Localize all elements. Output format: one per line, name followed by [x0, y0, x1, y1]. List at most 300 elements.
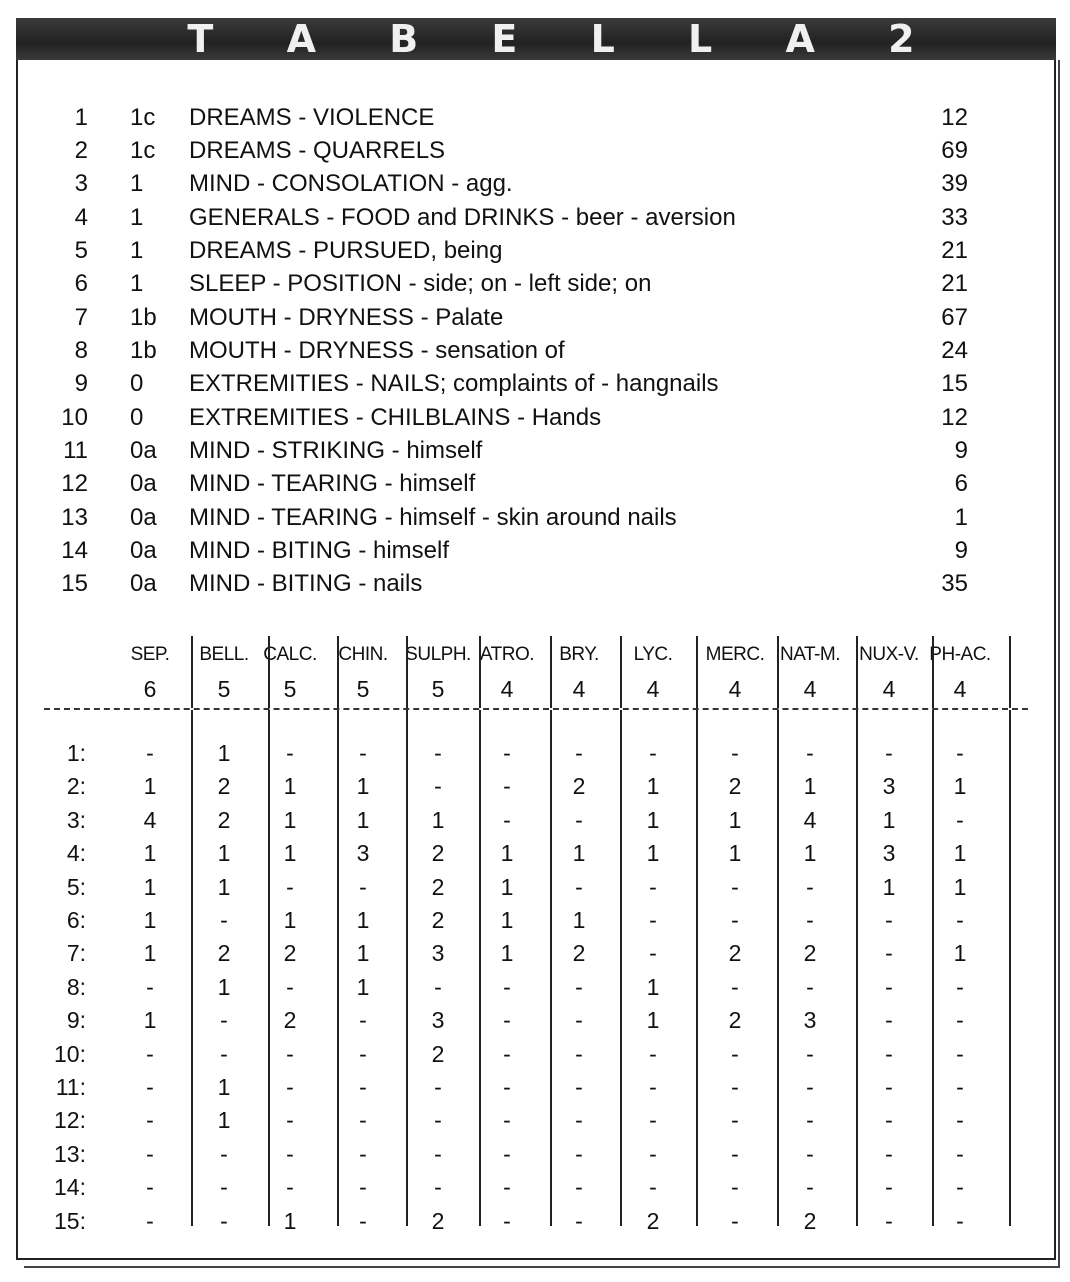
table-cell: -	[649, 740, 657, 766]
table-cell: 1	[646, 1007, 660, 1034]
table-cell: -	[956, 806, 964, 833]
table-cell: -	[731, 1207, 739, 1234]
table-cell: -	[575, 1007, 583, 1034]
remedy-name: CALC.	[263, 644, 317, 665]
table-row	[0, 1174, 1070, 1207]
table-cell: 2	[728, 940, 742, 967]
table-cell: 1	[646, 773, 660, 800]
rubric-number: 10	[61, 404, 88, 431]
table-cell: -	[286, 973, 294, 1000]
table-cell: 1	[953, 873, 967, 900]
table-cell: -	[806, 973, 814, 1000]
rubric-grade: 1	[130, 237, 144, 264]
rubric-count: 21	[941, 237, 968, 264]
rubric-number: 1	[74, 104, 88, 131]
rubric-count: 21	[941, 270, 968, 297]
rubric-grade: 1b	[130, 337, 157, 364]
table-cell: -	[731, 1040, 739, 1067]
table-cell: -	[286, 1107, 294, 1134]
table-cell: -	[503, 1040, 511, 1067]
rubric-grade: 0a	[130, 470, 157, 497]
table-cell: 1	[283, 1207, 297, 1234]
table-cell: 1	[143, 873, 157, 900]
table-row	[0, 1007, 1070, 1040]
rubric-row	[0, 537, 1070, 570]
table-cell: 1	[803, 840, 817, 867]
table-cell: 1	[356, 806, 370, 833]
row-label: 7:	[66, 940, 86, 967]
rubric-grade: 1	[130, 270, 144, 297]
remedy-total: 5	[217, 676, 231, 702]
remedy-total: 4	[882, 676, 896, 702]
column-separator	[406, 636, 408, 708]
table-cell: 1	[953, 940, 967, 967]
table-cell: -	[731, 907, 739, 933]
table-cell: -	[575, 1140, 583, 1167]
table-cell: -	[220, 907, 228, 933]
table-cell: -	[731, 873, 739, 900]
table-cell: -	[575, 1040, 583, 1067]
table-cell: 1	[217, 1107, 231, 1134]
row-label: 5:	[66, 873, 86, 900]
table-cell: -	[956, 1140, 964, 1167]
table-cell: 2	[217, 773, 231, 800]
table-cell: -	[146, 1107, 154, 1134]
rubric-number: 8	[74, 337, 88, 364]
table-cell: -	[146, 740, 154, 766]
rubric-row	[0, 137, 1070, 170]
remedy-total: 6	[143, 676, 157, 702]
table-cell: -	[575, 1107, 583, 1134]
table-row	[0, 807, 1070, 840]
column-separator	[932, 636, 934, 708]
table-cell: -	[806, 740, 814, 766]
table-cell: 1	[356, 907, 370, 933]
table-cell: -	[731, 1140, 739, 1167]
table-cell: 1	[953, 840, 967, 867]
table-cell: -	[806, 1174, 814, 1201]
table-cell: -	[359, 1040, 367, 1067]
table-cell: -	[503, 740, 511, 766]
table-cell: -	[956, 1007, 964, 1034]
table-cell: 1	[143, 1007, 157, 1034]
rubric-row	[0, 437, 1070, 470]
table-cell: -	[956, 740, 964, 766]
rubric-row	[0, 504, 1070, 537]
table-cell: -	[575, 1074, 583, 1100]
table-cell: 3	[356, 840, 370, 867]
table-row	[0, 840, 1070, 873]
table-cell: -	[220, 1040, 228, 1067]
rubric-grade: 0a	[130, 504, 157, 531]
rubric-row	[0, 570, 1070, 603]
table-cell: -	[731, 1174, 739, 1201]
table-cell: -	[220, 1140, 228, 1167]
table-cell: 1	[646, 973, 660, 1000]
rubric-count: 35	[941, 570, 968, 597]
table-cell: 1	[500, 840, 514, 867]
rubric-number: 12	[61, 470, 88, 497]
table-cell: 3	[431, 940, 445, 967]
rubric-text: MIND - TEARING - himself	[189, 470, 476, 497]
row-label: 2:	[66, 773, 86, 800]
table-cell: -	[731, 740, 739, 766]
rubric-row	[0, 170, 1070, 203]
rubric-text: EXTREMITIES - NAILS; complaints of - hangnails	[189, 370, 719, 397]
rubric-row	[0, 304, 1070, 337]
table-cell: -	[649, 940, 657, 967]
table-cell: -	[885, 907, 893, 933]
table-cell: -	[806, 1140, 814, 1167]
table-cell: -	[575, 806, 583, 833]
table-cell: -	[806, 1074, 814, 1100]
column-separator	[550, 636, 552, 708]
table-cell: 2	[803, 940, 817, 967]
remedy-name: MERC.	[705, 644, 765, 665]
table-cell: -	[503, 1107, 511, 1134]
table-cell: -	[434, 1107, 442, 1134]
table-cell: -	[286, 873, 294, 900]
rubric-count: 39	[941, 170, 968, 197]
table-cell: -	[649, 1074, 657, 1100]
table-cell: -	[956, 907, 964, 933]
rubric-grade: 1	[130, 170, 144, 197]
table-cell: -	[885, 1040, 893, 1067]
table-cell: 2	[431, 1207, 445, 1234]
table-cell: 1	[728, 806, 742, 833]
table-cell: 2	[217, 806, 231, 833]
row-label: 10:	[54, 1040, 86, 1067]
rubric-text: DREAMS - QUARRELS	[189, 137, 446, 164]
table-cell: 2	[646, 1207, 660, 1234]
table-cell: 2	[431, 1040, 445, 1067]
table-cell: 2	[728, 773, 742, 800]
rubric-text: DREAMS - PURSUED, being	[189, 237, 503, 264]
rubric-count: 9	[954, 537, 968, 564]
rubric-text: GENERALS - FOOD and DRINKS - beer - aversion	[189, 204, 736, 231]
rubric-count: 69	[941, 137, 968, 164]
table-cell: -	[956, 973, 964, 1000]
table-cell: 3	[803, 1007, 817, 1034]
table-cell: -	[649, 1107, 657, 1134]
row-label: 14:	[54, 1174, 86, 1201]
rubric-text: SLEEP - POSITION - side; on - left side; on	[189, 270, 652, 297]
table-cell: 1	[356, 940, 370, 967]
rubric-number: 9	[74, 370, 88, 397]
table-cell: -	[146, 1074, 154, 1100]
table-cell: -	[434, 973, 442, 1000]
table-cell: -	[575, 1207, 583, 1234]
table-cell: -	[359, 1107, 367, 1134]
rubric-text: MOUTH - DRYNESS - sensation of	[189, 337, 565, 364]
table-cell: -	[220, 1207, 228, 1234]
column-separator	[856, 636, 858, 708]
table-row	[0, 940, 1070, 973]
rubric-count: 1	[954, 504, 968, 531]
table-row	[0, 773, 1070, 806]
rubric-grade: 1	[130, 204, 144, 231]
rubric-text: MIND - CONSOLATION - agg.	[189, 170, 513, 197]
rubric-number: 5	[74, 237, 88, 264]
table-cell: 1	[283, 806, 297, 833]
table-cell: -	[731, 1107, 739, 1134]
table-cell: 2	[728, 1007, 742, 1034]
table-cell: 1	[882, 873, 896, 900]
rubric-grade: 0	[130, 404, 144, 431]
column-separator	[191, 636, 193, 708]
table-cell: 2	[572, 773, 586, 800]
rubric-row	[0, 237, 1070, 270]
remedy-total: 4	[646, 676, 660, 702]
table-cell: -	[731, 973, 739, 1000]
table-cell: 1	[217, 740, 231, 766]
table-cell: 1	[646, 806, 660, 833]
table-cell: -	[806, 873, 814, 900]
table-cell: 1	[356, 773, 370, 800]
rubric-text: MOUTH - DRYNESS - Palate	[189, 304, 504, 331]
rubric-grade: 1b	[130, 304, 157, 331]
column-separator	[777, 636, 779, 708]
table-cell: 1	[431, 806, 445, 833]
table-cell: -	[286, 1174, 294, 1201]
table-cell: 1	[728, 840, 742, 867]
table-row	[0, 1041, 1070, 1074]
rubric-number: 4	[74, 204, 88, 231]
table-row	[0, 907, 1070, 940]
rubric-number: 11	[63, 437, 88, 464]
table-row	[0, 1208, 1070, 1241]
table-cell: -	[956, 1074, 964, 1100]
table-cell: -	[885, 1074, 893, 1100]
table-cell: -	[806, 1107, 814, 1134]
row-label: 12:	[54, 1107, 86, 1134]
table-cell: 1	[143, 907, 157, 933]
remedy-total: 4	[500, 676, 514, 702]
remedy-name: SULPH.	[405, 644, 471, 665]
table-cell: 1	[572, 907, 586, 933]
remedy-total: 4	[803, 676, 817, 702]
title-bar	[16, 18, 1056, 60]
table-cell: -	[220, 1174, 228, 1201]
column-separator	[479, 636, 481, 708]
table-cell: -	[806, 1040, 814, 1067]
table-cell: 1	[283, 773, 297, 800]
table-cell: -	[359, 1174, 367, 1201]
table-cell: -	[575, 1174, 583, 1201]
table-cell: 1	[572, 840, 586, 867]
rubric-row	[0, 104, 1070, 137]
table-cell: -	[359, 1074, 367, 1100]
rubric-row	[0, 204, 1070, 237]
table-cell: -	[575, 740, 583, 766]
table-cell: -	[359, 1207, 367, 1234]
rubric-grade: 0a	[130, 537, 157, 564]
table-row	[0, 974, 1070, 1007]
table-cell: 2	[431, 840, 445, 867]
table-cell: -	[359, 1140, 367, 1167]
row-label: 1:	[66, 740, 86, 766]
table-cell: 1	[882, 806, 896, 833]
table-cell: -	[146, 1207, 154, 1234]
table-cell: -	[649, 873, 657, 900]
rubric-number: 3	[74, 170, 88, 197]
table-cell: -	[146, 1174, 154, 1201]
table-cell: 1	[217, 840, 231, 867]
remedy-total: 4	[953, 676, 967, 702]
table-cell: -	[434, 1140, 442, 1167]
rubric-row	[0, 404, 1070, 437]
table-cell: -	[956, 1040, 964, 1067]
rubric-count: 67	[941, 304, 968, 331]
rubric-count: 12	[941, 404, 968, 431]
column-separator	[337, 636, 339, 708]
remedy-name: SEP.	[130, 644, 170, 665]
rubric-text: MIND - BITING - nails	[189, 570, 423, 597]
column-separator	[620, 636, 622, 708]
remedy-header	[0, 640, 1070, 710]
table-cell: 1	[217, 873, 231, 900]
table-cell: -	[956, 1207, 964, 1234]
table-cell: 1	[646, 840, 660, 867]
rubric-number: 7	[74, 304, 88, 331]
remedy-name: CHIN.	[338, 644, 388, 665]
row-label: 6:	[66, 907, 86, 933]
table-row	[0, 740, 1070, 773]
rubric-number: 6	[74, 270, 88, 297]
column-separator	[696, 636, 698, 708]
table-cell: 2	[572, 940, 586, 967]
rubric-count: 24	[941, 337, 968, 364]
table-cell: 2	[803, 1207, 817, 1234]
table-cell: 4	[143, 806, 157, 833]
table-cell: -	[885, 1140, 893, 1167]
table-cell: -	[434, 740, 442, 766]
table-cell: -	[885, 1174, 893, 1201]
rubric-row	[0, 270, 1070, 303]
row-label: 15:	[54, 1207, 86, 1234]
table-cell: -	[503, 1174, 511, 1201]
table-cell: -	[359, 873, 367, 900]
remedy-name: LYC.	[633, 644, 673, 665]
table-cell: -	[649, 1040, 657, 1067]
table-cell: -	[885, 1107, 893, 1134]
table-cell: 1	[283, 840, 297, 867]
rubric-text: MIND - STRIKING - himself	[189, 437, 483, 464]
table-cell: -	[885, 1207, 893, 1234]
table-cell: 1	[803, 773, 817, 800]
rubric-grade: 0a	[130, 570, 157, 597]
table-row	[0, 1141, 1070, 1174]
table-cell: -	[885, 940, 893, 967]
row-label: 4:	[66, 840, 86, 867]
rubric-count: 6	[954, 470, 968, 497]
row-label: 13:	[54, 1140, 86, 1167]
remedy-name: ATRO.	[479, 644, 535, 665]
remedy-name: BELL.	[199, 644, 249, 665]
rubric-text: DREAMS - VIOLENCE	[189, 104, 435, 131]
table-cell: -	[359, 740, 367, 766]
rubric-count: 15	[941, 370, 968, 397]
table-cell: -	[286, 1040, 294, 1067]
table-cell: 2	[431, 907, 445, 933]
table-cell: 1	[500, 907, 514, 933]
table-cell: -	[885, 1007, 893, 1034]
table-cell: 1	[143, 773, 157, 800]
row-label: 8:	[66, 973, 86, 1000]
table-cell: -	[575, 873, 583, 900]
table-cell: -	[434, 773, 442, 800]
row-label: 3:	[66, 806, 86, 833]
remedy-name: NAT-M.	[780, 644, 840, 665]
table-cell: -	[286, 1140, 294, 1167]
row-label: 11:	[55, 1074, 86, 1100]
table-cell: -	[649, 907, 657, 933]
table-cell: -	[575, 973, 583, 1000]
table-cell: -	[503, 806, 511, 833]
rubric-number: 2	[74, 137, 88, 164]
table-cell: 1	[143, 940, 157, 967]
remedy-total: 5	[356, 676, 370, 702]
rubric-grade: 1c	[130, 104, 156, 131]
table-cell: -	[649, 1174, 657, 1201]
rubric-count: 33	[941, 204, 968, 231]
rubric-grade: 1c	[130, 137, 156, 164]
table-cell: 3	[431, 1007, 445, 1034]
rubric-row	[0, 470, 1070, 503]
rubric-number: 15	[61, 570, 88, 597]
page-title: T A B E L L A 2	[187, 17, 945, 61]
table-cell: 1	[217, 1074, 231, 1100]
table-cell: 1	[500, 940, 514, 967]
table-row	[0, 1074, 1070, 1107]
table-cell: -	[956, 1107, 964, 1134]
table-cell: 2	[283, 1007, 297, 1034]
table-cell: 1	[217, 973, 231, 1000]
rubric-number: 13	[61, 504, 88, 531]
table-cell: -	[503, 973, 511, 1000]
table-cell: -	[286, 740, 294, 766]
rubric-number: 14	[61, 537, 88, 564]
rubric-row	[0, 370, 1070, 403]
remedy-total: 4	[572, 676, 586, 702]
table-cell: -	[956, 1174, 964, 1201]
table-cell: -	[146, 1040, 154, 1067]
table-row	[0, 1107, 1070, 1140]
table-row	[0, 874, 1070, 907]
rubric-grade: 0	[130, 370, 144, 397]
table-cell: -	[503, 1207, 511, 1234]
table-cell: 2	[283, 940, 297, 967]
table-cell: 2	[431, 873, 445, 900]
table-cell: 1	[500, 873, 514, 900]
table-cell: -	[220, 1007, 228, 1034]
rubric-count: 9	[954, 437, 968, 464]
table-cell: -	[806, 907, 814, 933]
table-cell: 4	[803, 806, 817, 833]
rubric-text: MIND - BITING - himself	[189, 537, 450, 564]
table-cell: 1	[143, 840, 157, 867]
remedy-name: PH-AC.	[929, 644, 991, 665]
table-cell: -	[434, 1174, 442, 1201]
rubric-row	[0, 337, 1070, 370]
rubric-count: 12	[941, 104, 968, 131]
table-cell: -	[503, 1140, 511, 1167]
table-cell: -	[286, 1074, 294, 1100]
rubric-text: MIND - TEARING - himself - skin around nails	[189, 504, 677, 531]
table-cell: 1	[953, 773, 967, 800]
table-cell: 3	[882, 840, 896, 867]
column-separator	[268, 636, 270, 708]
